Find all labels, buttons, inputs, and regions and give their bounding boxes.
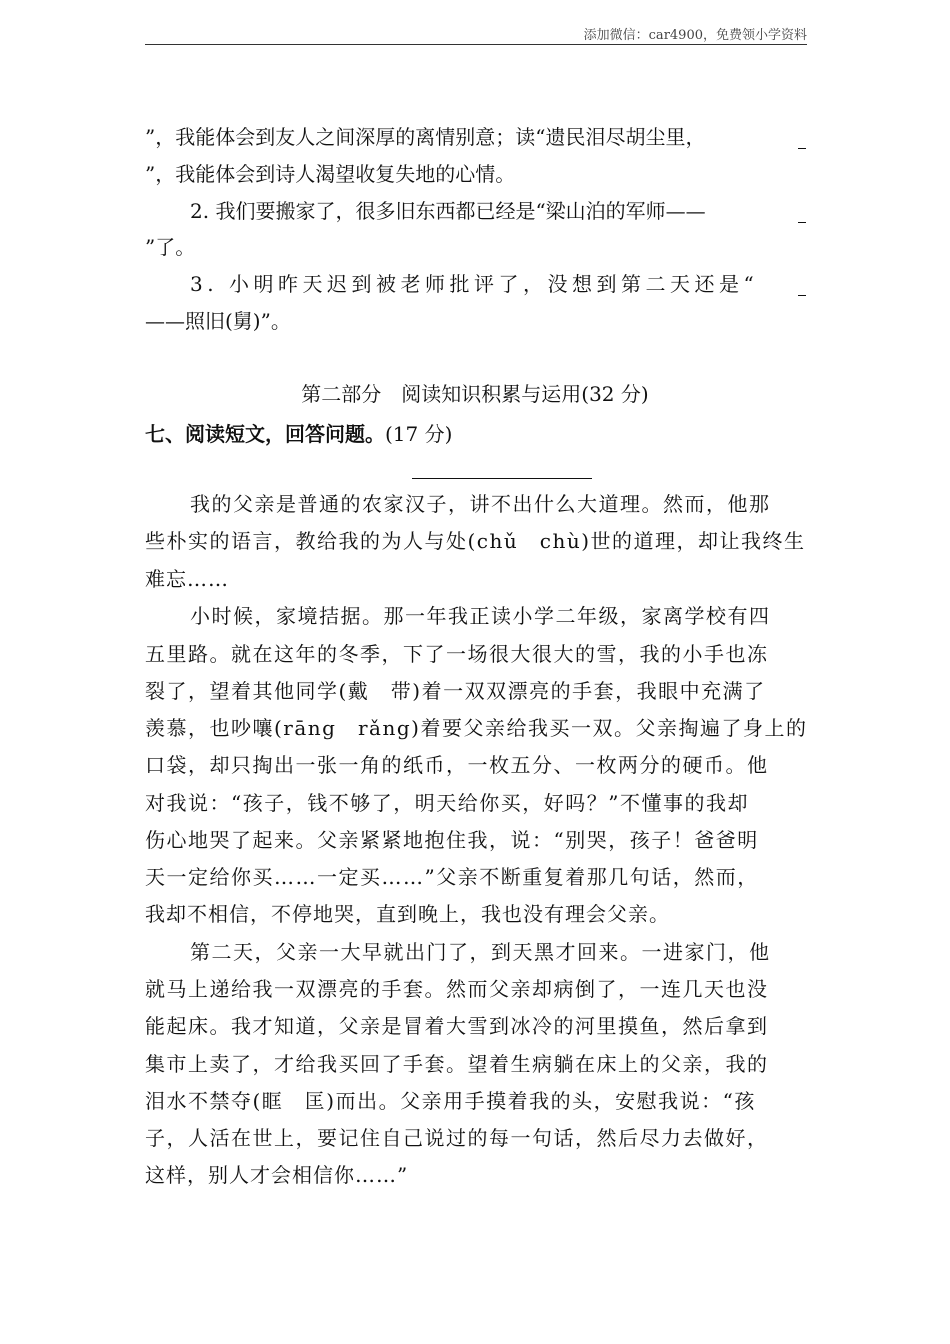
fill-blank-line-5 [190, 270, 758, 298]
passage-line: 子，人活在世上，要记住自己说过的每一句话，然后尽力去做好， [145, 1126, 769, 1150]
passage-line: 集市上卖了，才给我买回了手套。望着生病躺在床上的父亲，我的 [145, 1052, 769, 1076]
passage-line: 这样，别人才会相信你……” [145, 1163, 409, 1187]
fill-blank-text: 2. 我们要搬家了，很多旧东西都已经是“梁山泊的军师—— [190, 199, 706, 223]
fill-blank-text: ”，我能体会到诗人渴望收复失地的心情。 [145, 162, 516, 186]
fill-blank-line-2 [145, 160, 515, 188]
passage-line: 伤心地哭了起来。父亲紧紧地抱住我，说：“别哭，孩子！爸爸明 [145, 828, 759, 852]
answer-blank[interactable] [798, 132, 806, 149]
fill-blank-line-3 [190, 197, 706, 225]
question-7-heading [145, 420, 452, 448]
fill-blank-text: ”了。 [145, 235, 196, 259]
answer-blank[interactable] [798, 279, 806, 296]
page-header [145, 22, 807, 45]
passage-line: 对我说：“孩子，钱不够了，明天给你买，好吗？”不懂事的我却 [145, 791, 749, 815]
answer-blank[interactable] [798, 206, 806, 223]
question-7-score: (17 分) [385, 422, 453, 446]
passage-line: 羡慕，也吵嚷(rāng rǎng)着要父亲给我买一双。父亲掏遍了身上的 [145, 716, 808, 740]
header-text: 添加微信：car4900，免费领小学资料 [583, 28, 807, 43]
passage-line: 裂了，望着其他同学(戴 带)着一双双漂亮的手套，我眼中充满了 [145, 679, 766, 703]
passage-line: 第二天，父亲一大早就出门了，到天黑才回来。一进家门，他 [190, 940, 771, 964]
passage-line: 我却不相信，不停地哭，直到晚上，我也没有理会父亲。 [145, 902, 670, 926]
fill-blank-line-4 [145, 233, 195, 261]
fill-blank-text: ——照旧(舅)”。 [145, 309, 291, 333]
passage-title-blank[interactable] [412, 478, 592, 479]
passage-line: 能起床。我才知道，父亲是冒着大雪到冰冷的河里摸鱼，然后拿到 [145, 1014, 769, 1038]
section-title: 第二部分 阅读知识积累与运用(32 分) [301, 382, 649, 406]
passage-line: 天一定给你买……一定买……”父亲不断重复着那几句话，然而， [145, 865, 759, 889]
passage-line: 些朴实的语言，教给我的为人与处(chǔ chù)世的道理，却让我终生 [145, 529, 806, 553]
passage-line: 口袋，却只掏出一张一角的纸币，一枚五分、一枚两分的硬币。他 [145, 753, 769, 777]
fill-blank-line-1 [145, 123, 705, 151]
passage-line: 难忘…… [145, 567, 229, 591]
fill-blank-line-6 [145, 307, 291, 335]
passage-line: 我的父亲是普通的农家汉子，讲不出什么大道理。然而，他那 [190, 492, 771, 516]
passage-line: 五里路。就在这年的冬季，下了一场很大很大的雪，我的小手也冻 [145, 642, 769, 666]
fill-blank-text: ”，我能体会到友人之间深厚的离情别意；读“遗民泪尽胡尘里， [145, 125, 706, 149]
passage-line: 小时候，家境拮据。那一年我正读小学二年级，家离学校有四 [190, 604, 771, 628]
passage-line: 就马上递给我一双漂亮的手套。然而父亲却病倒了，一连几天也没 [145, 977, 769, 1001]
fill-blank-text: 3. 小明昨天迟到被老师批评了，没想到第二天还是“ [190, 272, 759, 296]
question-7-label: 七、阅读短文，回答问题。 [145, 422, 385, 446]
passage-line: 泪水不禁夺(眶 匡)而出。父亲用手摸着我的头，安慰我说：“孩 [145, 1089, 756, 1113]
